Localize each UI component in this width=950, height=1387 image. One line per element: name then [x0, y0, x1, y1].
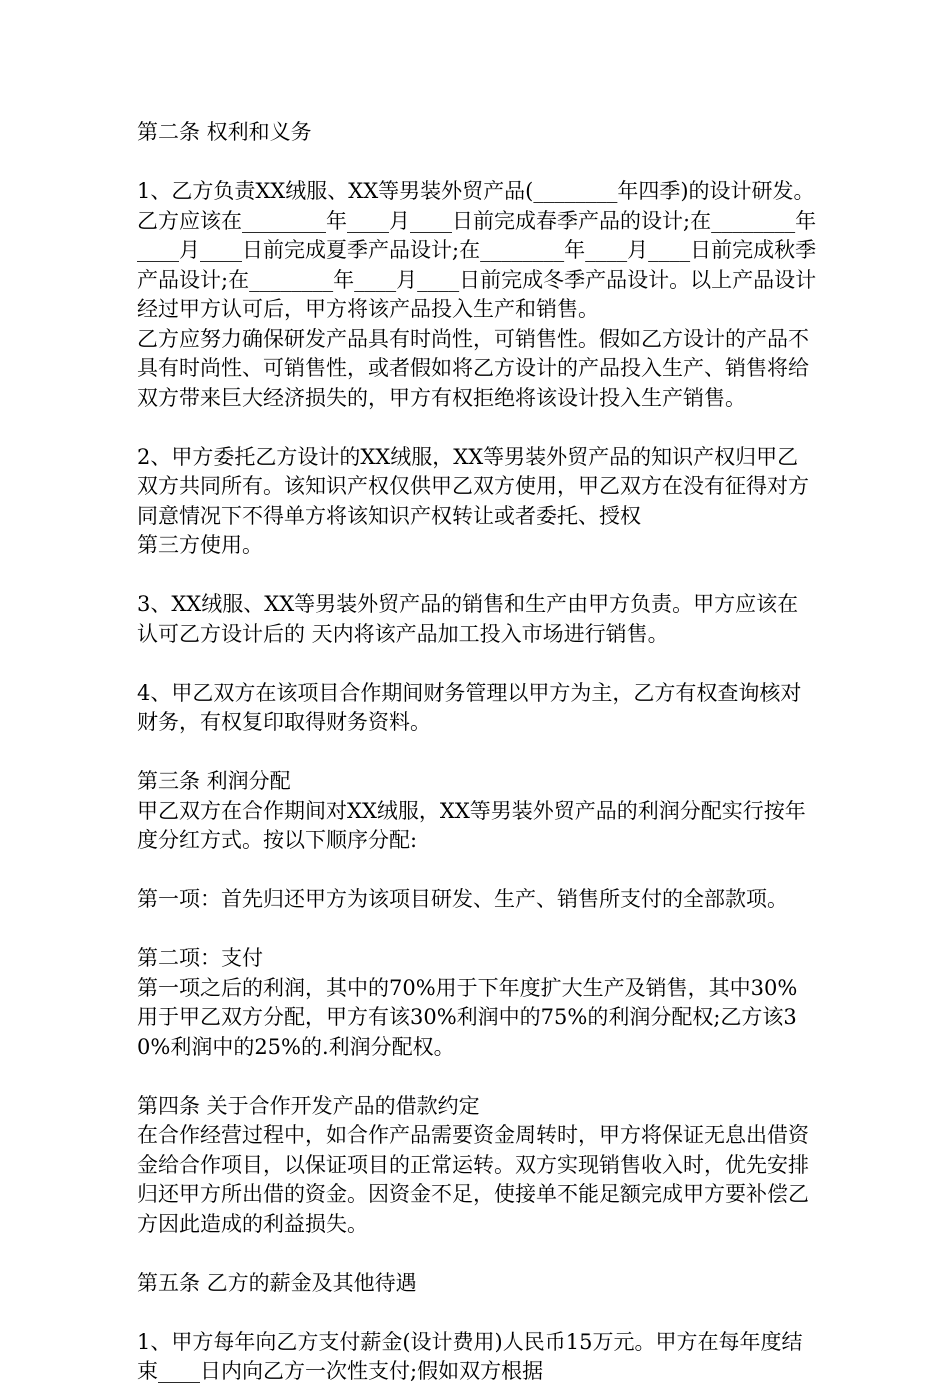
document-page [137, 118, 817, 1387]
article-3-heading: 第三条 利润分配 [137, 769, 291, 793]
article-2-clause-3: 3、XX绒服、XX等男装外贸产品的销售和生产由甲方负责。甲方应该在认可乙方设计后的 天内将该产品加工投入市场进行销售。 [137, 592, 799, 646]
article-2-heading: 第二条 权利和义务 [137, 120, 312, 144]
paragraph-gap [137, 649, 817, 679]
paragraph-gap [137, 1298, 817, 1328]
paragraph-gap [137, 915, 817, 945]
article-3-item-1: 第一项：首先归还甲方为该项目研发、生产、销售所支付的全部款项。 [137, 887, 788, 911]
paragraph-gap [137, 413, 817, 443]
paragraph-gap [137, 1062, 817, 1092]
article-2-clause-2-continued: 第三方使用。 [137, 533, 263, 557]
article-5-heading: 第五条 乙方的薪金及其他待遇 [137, 1270, 417, 1295]
paragraph-gap [137, 561, 817, 591]
article-4-body: 在合作经营过程中，如合作产品需要资金周转时，甲方将保证无息出借资金给合作项目，以保证项目的正常运转。双方实现销售收入时，优先安排归还甲方所出借的资金。因资金不足，使接单不能足额完成甲方要补偿乙方因此造成的利益损失。 [137, 1123, 809, 1236]
paragraph-gap [137, 738, 817, 768]
article-3-item-2-body: 第一项之后的利润，其中的70%用于下年度扩大生产及销售，其中30%用于甲乙双方分配，甲方有该30%利润中的75%的利润分配权;乙方该30%利润中的25%的.利润分配权。 [137, 975, 798, 1059]
article-2-clause-1: 1、乙方负责XX绒服、XX等男装外贸产品(________年四季)的设计研发。乙方应该在________年____月____日前完成春季产品的设计;在________年____月____日前完成夏季产品设计;在________年____月____日前完成秋季产品设计;在________年____月____日前完成冬季产品设计。以上产品设计经过甲方认可后，甲方将该产品投入生产和销售。 [137, 179, 817, 321]
article-4-heading: 第四条 关于合作开发产品的借款约定 [137, 1093, 480, 1118]
article-5-clause-1: 1、甲方每年向乙方支付薪金(设计费用)人民币15万元。甲方在每年度结束____日内向乙方一次性支付;假如双方根据 [137, 1329, 803, 1383]
article-2-clause-2: 2、甲方委托乙方设计的XX绒服，XX等男装外贸产品的知识产权归甲乙双方共同所有。该知识产权仅供甲乙双方使用，甲乙双方在没有征得对方同意情况下不得单方将该知识产权转让或者委托、授权 [137, 444, 809, 528]
paragraph-gap [137, 1239, 817, 1269]
article-3-intro: 甲乙双方在合作期间对XX绒服，XX等男装外贸产品的利润分配实行按年度分红方式。按以下顺序分配: [137, 798, 806, 852]
paragraph-gap [137, 856, 817, 886]
article-2-clause-1-note: 乙方应努力确保研发产品具有时尚性，可销售性。假如乙方设计的产品不具有时尚性、可销售性，或者假如将乙方设计的产品投入生产、销售将给双方带来巨大经济损失的，甲方有权拒绝将该设计投入生产销售。 [137, 326, 809, 410]
paragraph-gap [137, 148, 817, 178]
article-3-item-2-heading: 第二项：支付 [137, 946, 263, 970]
article-2-clause-4: 4、甲乙双方在该项目合作期间财务管理以甲方为主，乙方有权查询核对财务，有权复印取得财务资料。 [137, 680, 802, 734]
